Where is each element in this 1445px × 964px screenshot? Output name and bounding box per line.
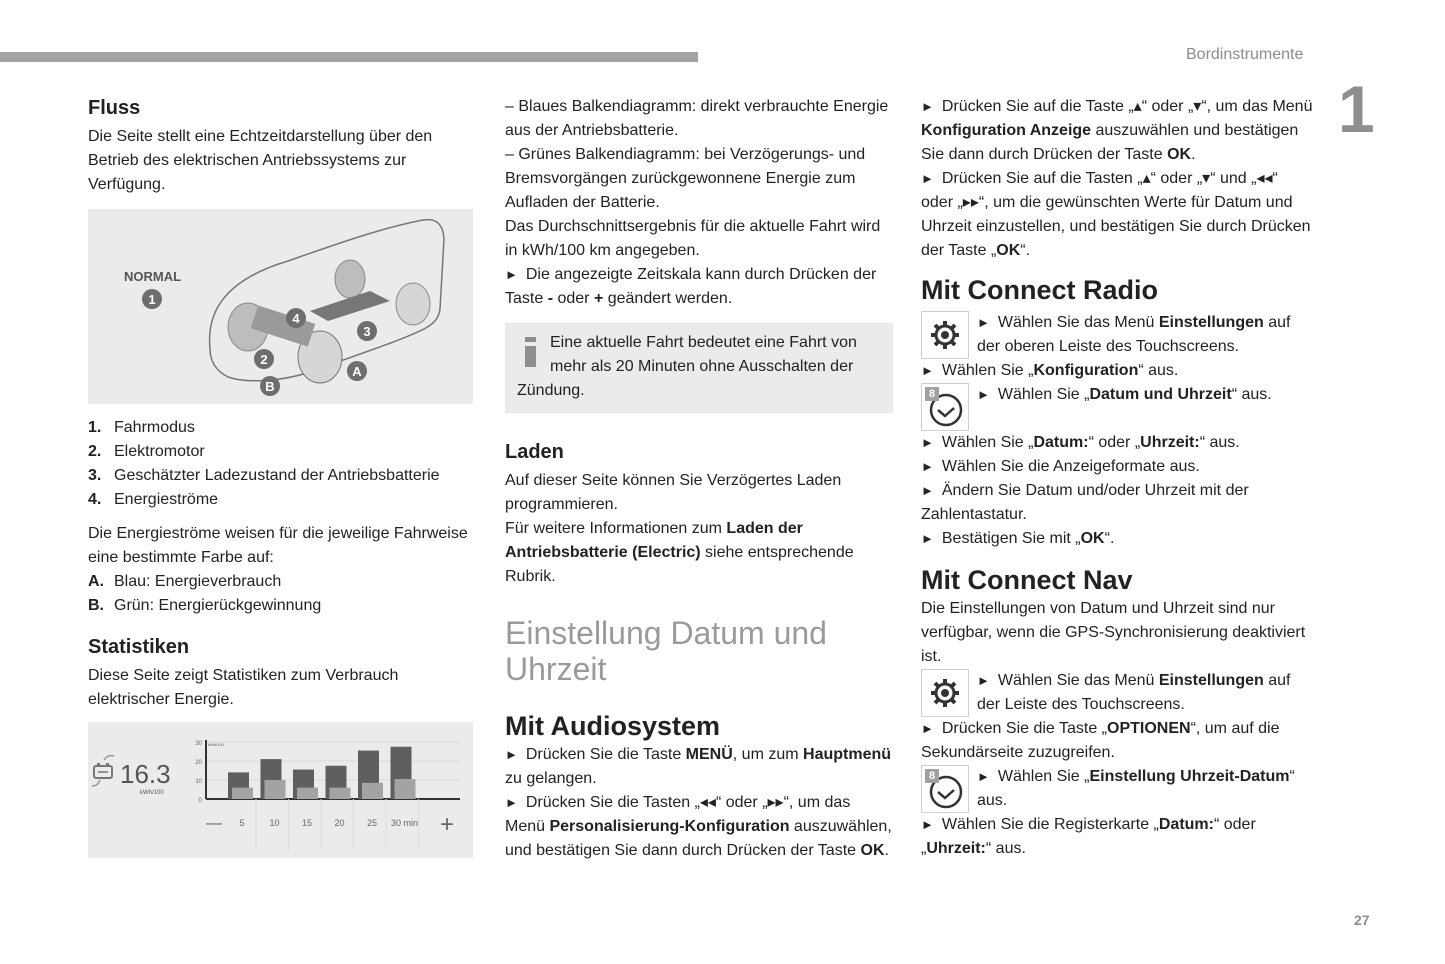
nav-step-4: ► Wählen Sie die Registerkarte „Datum:“ oder „Uhrzeit:“ aus. [921, 816, 1256, 857]
radio-step-3: 8 ► Wählen Sie „Datum und Uhrzeit“ aus. [921, 383, 1313, 431]
bullet-icon: ► [921, 483, 934, 498]
nav-step-3: 8 ► Wählen Sie „Einstellung Uhrzeit-Datum“ aus. [921, 765, 1313, 813]
bullet-icon: ► [505, 795, 518, 810]
heading-einstellung-datum-uhrzeit: Einstellung Datum und Uhrzeit [505, 615, 827, 687]
page-number: 27 [1354, 912, 1370, 928]
laden-text-1: Auf dieser Seite können Sie Verzögertes Laden programmieren. [505, 472, 842, 513]
clock-icon [921, 765, 969, 813]
svg-text:4: 4 [292, 311, 300, 326]
average-value: 16.3 [120, 759, 171, 789]
radio-step-6: ► Ändern Sie Datum und/oder Uhrzeit mit der Zahlentastatur. [921, 482, 1249, 523]
green-bar-text: – Grünes Balkendiagramm: bei Verzögerungs- und Bremsvorgängen zurückgewonnene Energie zum Aufladen der Batterie. [505, 146, 866, 211]
settings-icon [921, 669, 969, 717]
marker-1 [142, 289, 162, 309]
settings-icon [921, 311, 969, 359]
list-item [88, 594, 473, 618]
bar-recovered [297, 788, 318, 799]
column-1 [88, 95, 473, 858]
list-label: Blau: Energieverbrauch [114, 573, 282, 590]
rear-left-wheel [335, 260, 365, 298]
bullet-icon: ► [977, 769, 990, 784]
x-tick-label: 10 [269, 818, 280, 828]
clock-badge: 8 [925, 769, 939, 783]
mode-label: NORMAL [124, 269, 182, 284]
x-tick-label: 30 min [390, 818, 419, 828]
blue-bar-text: – Blaues Balkendiagramm: direkt verbrauchte Energie aus der Antriebsbatterie. [505, 98, 889, 139]
component-list [88, 416, 473, 512]
heading-fluss: Fluss [88, 97, 141, 119]
info-note [505, 323, 893, 413]
nav-step-2: ► Drücken Sie die Taste „OPTIONEN“, um auf die Sekundärseite zuzugreifen. [921, 720, 1280, 761]
svg-text:3: 3 [363, 324, 371, 339]
marker-a [347, 361, 367, 381]
bar-recovered [330, 788, 351, 799]
marker-4 [286, 308, 306, 328]
timescale-step: ► Die angezeigte Zeitskala kann durch Drücken der Taste - oder + geändert werden. [505, 266, 877, 307]
bullet-icon: ► [921, 171, 934, 186]
bullet-icon: ► [921, 435, 934, 450]
bar-recovered [232, 788, 253, 799]
heading-connect-radio: Mit Connect Radio [921, 275, 1158, 305]
clock-badge: 8 [925, 387, 939, 401]
bullet-icon: ► [921, 459, 934, 474]
powertrain-figure [88, 209, 473, 404]
radio-step-4: ► Wählen Sie „Datum:“ oder „Uhrzeit:“ aus. [921, 434, 1240, 451]
svg-text:A: A [352, 364, 362, 379]
powertrain-diagram [88, 209, 473, 404]
heading-connect-nav: Mit Connect Nav [921, 565, 1133, 595]
bar-recovered [362, 783, 383, 799]
list-item [88, 488, 473, 512]
marker-b [260, 376, 280, 396]
bullet-icon: ► [977, 673, 990, 688]
battery-icon [92, 756, 114, 787]
laden-text-2: Für weitere Informationen zum Laden der Antriebsbatterie (Electric) siehe entsprechende Rubrik. [505, 520, 854, 585]
list-label: Geschätzter Ladezustand der Antriebsbatterie [114, 467, 440, 484]
list-number: 1. [88, 419, 102, 436]
svg-text:2: 2 [260, 352, 268, 367]
radio-step-5: ► Wählen Sie die Anzeigeformate aus. [921, 458, 1200, 475]
radio-step-7: ► Bestätigen Sie mit „OK“. [921, 530, 1115, 547]
bullet-icon: ► [921, 363, 934, 378]
list-label: Grün: Energierückgewinnung [114, 597, 322, 614]
list-item [88, 440, 473, 464]
x-tick-label: 15 [301, 818, 313, 828]
list-number: B. [88, 597, 104, 614]
list-number: A. [88, 573, 104, 590]
clock-icon [921, 383, 969, 431]
heading-audiosystem: Mit Audiosystem [505, 711, 721, 741]
bullet-icon: ► [977, 387, 990, 402]
bar-recovered [395, 779, 416, 799]
fluss-text: Die Seite stellt eine Echtzeitdarstellung über den Betrieb des elektrischen Antriebssystems zur Verfügung. [88, 128, 433, 193]
list-number: 2. [88, 443, 102, 460]
list-item [88, 416, 473, 440]
bullet-icon: ► [921, 531, 934, 546]
chapter-number: 1 [1338, 72, 1375, 146]
audio-step-1: ► Drücken Sie die Taste MENÜ, um zum Hauptmenü zu gelangen. [505, 746, 892, 787]
column-2 [505, 95, 893, 863]
audio-step-3: ► Drücken Sie auf die Taste „▴“ oder „▾“, um das Menü Konfiguration Anzeige auszuwählen und bestätigen Sie dann durch Drücken der Taste OK. [921, 98, 1313, 163]
list-item [88, 464, 473, 488]
info-icon [525, 337, 536, 367]
list-label: Fahrmodus [114, 419, 195, 436]
list-label: Elektromotor [114, 443, 205, 460]
rear-right-wheel [396, 283, 430, 325]
zoom-out-button[interactable]: — [206, 815, 222, 832]
color-list [88, 570, 473, 618]
list-number: 3. [88, 467, 102, 484]
bullet-icon: ► [921, 99, 934, 114]
marker-3 [357, 321, 377, 341]
statistiken-text: Diese Seite zeigt Statistiken zum Verbrauch elektrischer Energie. [88, 667, 399, 708]
zoom-in-button[interactable]: + [440, 811, 455, 838]
bullet-icon: ► [505, 267, 518, 282]
statistics-figure [88, 722, 473, 858]
radio-step-1: ► Wählen Sie das Menü Einstellungen auf der oberen Leiste des Touchscreens. [921, 311, 1313, 359]
header-rule [0, 52, 698, 62]
bullet-icon: ► [505, 747, 518, 762]
y-tick-label: 20 [195, 760, 202, 766]
y-tick-label: 0 [198, 798, 202, 804]
y-axis-label: kWh/100 [208, 742, 224, 747]
x-tick-label: 5 [239, 818, 245, 828]
audio-step-4: ► Drücken Sie auf die Tasten „▴“ oder „▾“ und „◂◂“ oder „▸▸“, um die gewünschten Werte für Datum und Uhrzeit einzustellen, und bestätigen Sie durch Drücken der Taste „OK“. [921, 170, 1311, 259]
y-tick-label: 30 [195, 741, 202, 747]
heading-statistiken: Statistiken [88, 636, 190, 658]
bullet-icon: ► [977, 315, 990, 330]
svg-text:B: B [265, 379, 275, 394]
list-item [88, 570, 473, 594]
x-tick-label: 20 [334, 818, 345, 828]
section-header: Bordinstrumente [1186, 46, 1304, 63]
list-number: 4. [88, 491, 102, 508]
y-tick-label: 10 [195, 779, 202, 785]
svg-text:1: 1 [148, 292, 156, 307]
marker-2 [254, 349, 274, 369]
average-text: Das Durchschnittsergebnis für die aktuelle Fahrt wird in kWh/100 km angegeben. [505, 218, 881, 259]
radio-step-2: ► Wählen Sie „Konfiguration“ aus. [921, 362, 1179, 379]
audio-step-2: ► Drücken Sie die Tasten „◂◂“ oder „▸▸“, um das Menü Personalisierung-Konfiguration auszuwählen, und bestätigen Sie dann durch Drücken der Taste OK. [505, 794, 892, 859]
average-unit: kWh/100 [140, 790, 164, 796]
x-tick-label: 25 [366, 818, 378, 828]
nav-step-1: ► Wählen Sie das Menü Einstellungen auf der Leiste des Touchscreens. [921, 669, 1313, 717]
consumption-bar-chart [88, 722, 473, 858]
colors-intro: Die Energieströme weisen für die jeweilige Fahrweise eine bestimmte Farbe auf: [88, 525, 468, 566]
bar-recovered [265, 780, 286, 799]
column-3 [921, 95, 1313, 861]
nav-intro: Die Einstellungen von Datum und Uhrzeit sind nur verfügbar, wenn die GPS-Synchronisierung deaktiviert ist. [921, 600, 1306, 665]
heading-laden: Laden [505, 441, 564, 463]
list-label: Energieströme [114, 491, 219, 508]
info-note-text: Eine aktuelle Fahrt bedeutet eine Fahrt von mehr als 20 Minuten ohne Ausschalten der Zündung. [517, 334, 857, 399]
bullet-icon: ► [921, 721, 934, 736]
bullet-icon: ► [921, 817, 934, 832]
